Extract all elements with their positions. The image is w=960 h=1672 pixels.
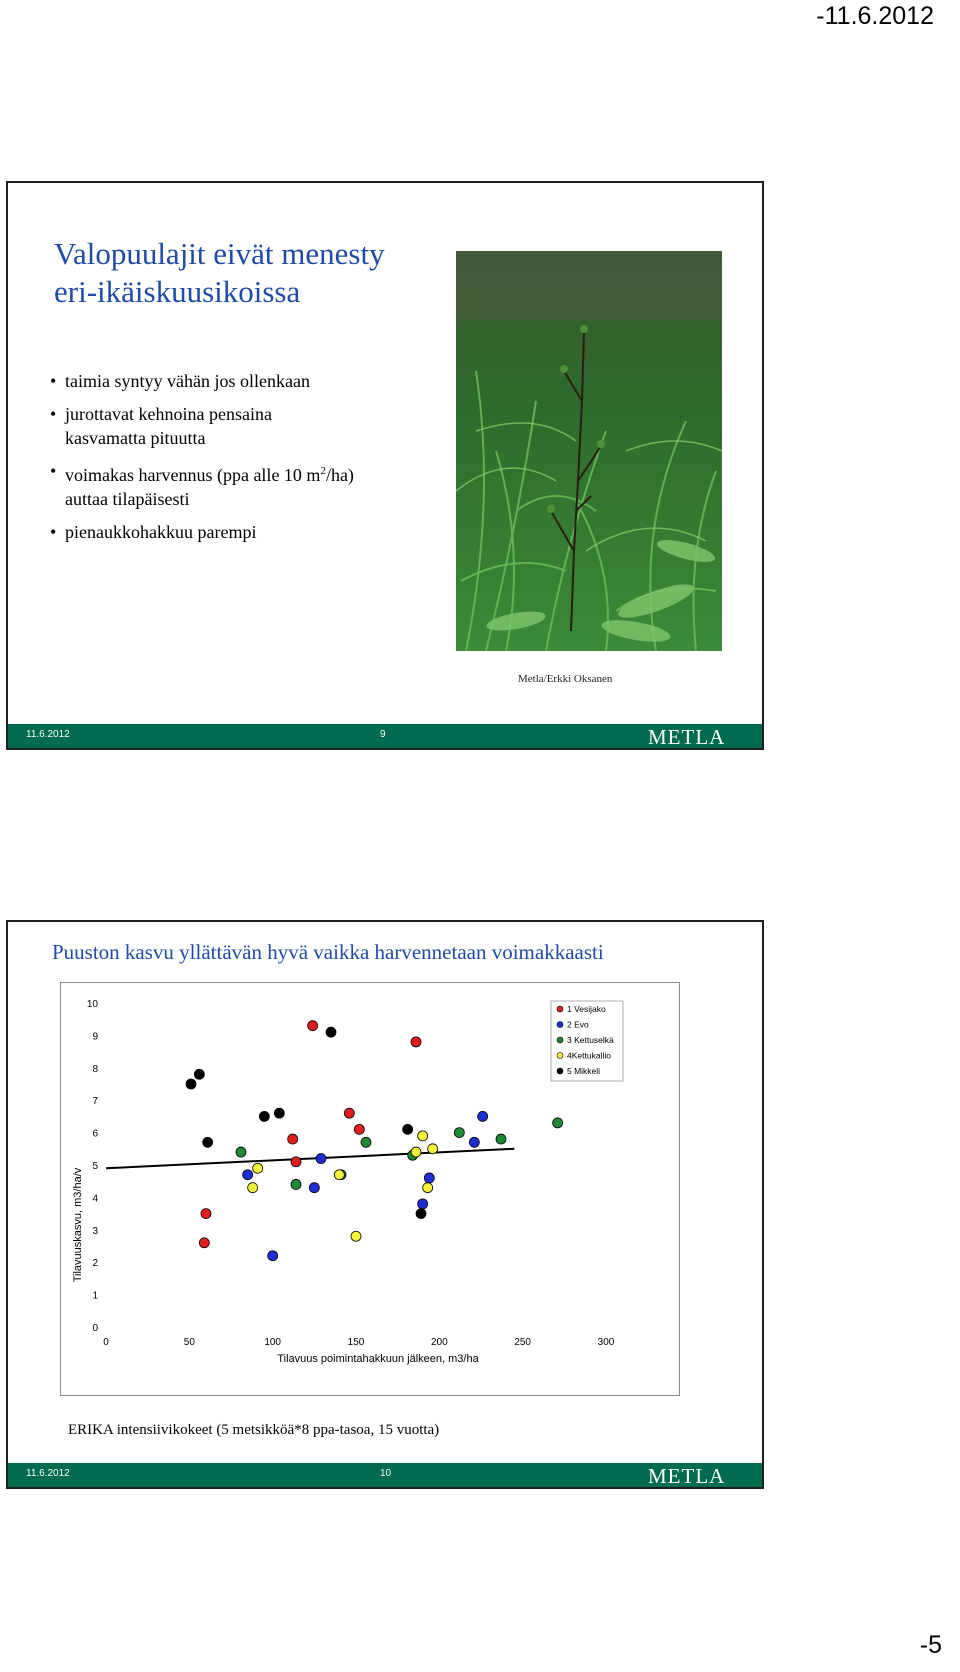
page-header-date: -11.6.2012 <box>816 2 934 30</box>
data-point-series-5 <box>403 1124 413 1134</box>
title-line-2: eri-ikäiskuusikoissa <box>54 274 301 309</box>
data-point-series-2 <box>418 1199 428 1209</box>
data-point-series-2 <box>309 1183 319 1193</box>
data-point-series-2 <box>469 1137 479 1147</box>
slide-footer <box>8 1463 762 1487</box>
data-point-series-5 <box>186 1079 196 1089</box>
legend-label: 1 Vesijako <box>567 1004 606 1014</box>
data-point-series-4 <box>334 1170 344 1180</box>
x-tick-label: 50 <box>183 1337 195 1348</box>
y-tick-label: 8 <box>92 1063 98 1075</box>
y-tick-label: 7 <box>92 1096 98 1108</box>
data-point-series-4 <box>423 1183 433 1193</box>
legend-label: 2 Evo <box>567 1019 589 1030</box>
data-point-series-3 <box>553 1118 563 1128</box>
scatter-chart-frame <box>60 982 680 1396</box>
data-point-series-4 <box>253 1163 263 1173</box>
data-point-series-4 <box>411 1147 421 1157</box>
data-point-series-3 <box>361 1137 371 1147</box>
data-point-series-5 <box>259 1111 269 1121</box>
bullet-text-continuation: kasvamatta pituutta <box>65 428 206 448</box>
forest-sapling-photo <box>456 251 722 651</box>
slide-caption: ERIKA intensiivikokeet (5 metsikköä*8 ppa-tasoa, 15 vuotta) <box>68 1422 440 1438</box>
bullet-item <box>50 459 420 511</box>
y-axis-label: Tilavuuskasvu, m3/ha/v <box>72 1167 84 1283</box>
data-point-series-2 <box>424 1173 434 1183</box>
x-tick-label: 200 <box>430 1337 448 1348</box>
data-point-series-1 <box>199 1238 209 1248</box>
x-tick-label: 0 <box>103 1337 109 1348</box>
data-point-series-1 <box>344 1108 354 1118</box>
legend-marker <box>557 1037 563 1043</box>
data-point-series-5 <box>194 1069 204 1079</box>
superscript: 2 <box>320 465 326 477</box>
data-point-series-5 <box>416 1209 426 1219</box>
y-tick-label: 5 <box>92 1161 98 1172</box>
data-point-series-1 <box>308 1021 318 1031</box>
slide-9 <box>6 181 764 750</box>
bullet-text: voimakas harvennus (ppa alle 10 m <box>65 465 321 485</box>
metla-logo: METLA <box>648 1464 726 1488</box>
footer-page-number: 10 <box>380 1468 392 1479</box>
data-point-series-3 <box>291 1179 301 1189</box>
y-tick-label: 6 <box>92 1128 98 1140</box>
y-tick-label: 9 <box>92 1031 98 1043</box>
bullet-text: /ha) <box>325 465 354 485</box>
x-tick-label: 250 <box>514 1337 532 1348</box>
legend-label: 3 Kettuselkä <box>567 1035 614 1045</box>
metla-logo: METLA <box>648 725 726 749</box>
y-tick-label: 1 <box>92 1290 98 1302</box>
legend-label: 4Kettukallio <box>567 1050 611 1061</box>
footer-page-number: 9 <box>380 729 386 740</box>
y-tick-label: 2 <box>92 1258 98 1270</box>
data-point-series-2 <box>243 1170 253 1180</box>
data-point-series-4 <box>418 1131 428 1141</box>
bullet-list <box>50 369 420 553</box>
x-tick-label: 300 <box>597 1337 615 1348</box>
y-tick-label: 0 <box>92 1323 98 1334</box>
data-point-series-5 <box>274 1108 284 1118</box>
bullet-text: jurottavat kehnoina pensaina <box>65 404 272 424</box>
slide-footer <box>8 724 762 748</box>
legend-label: 5 Mikkeli <box>567 1066 601 1076</box>
legend-marker <box>557 1022 563 1028</box>
y-tick-label: 3 <box>92 1225 98 1237</box>
data-point-series-1 <box>291 1157 301 1167</box>
slide-title <box>54 235 434 311</box>
trend-line <box>106 1149 514 1168</box>
data-point-series-1 <box>354 1124 364 1134</box>
y-tick-label: 4 <box>92 1193 98 1205</box>
data-point-series-4 <box>248 1183 258 1193</box>
bullet-text: taimia syntyy vähän jos ollenkaan <box>65 371 310 391</box>
footer-date: 11.6.2012 <box>26 729 70 740</box>
legend-marker <box>557 1006 563 1012</box>
bullet-item <box>50 369 420 393</box>
bullet-item <box>50 402 420 450</box>
bullet-text: pienaukkohakkuu parempi <box>65 522 257 542</box>
scatter-chart <box>61 983 679 1395</box>
data-point-series-1 <box>201 1209 211 1219</box>
x-tick-label: 150 <box>347 1337 365 1348</box>
slide-10 <box>6 920 764 1489</box>
data-point-series-5 <box>203 1137 213 1147</box>
bullet-text-continuation: auttaa tilapäisesti <box>65 489 190 509</box>
x-axis-label: Tilavuus poimintahakkuun jälkeen, m3/ha <box>277 1353 479 1365</box>
footer-date: 11.6.2012 <box>26 1468 70 1479</box>
data-point-series-2 <box>478 1111 488 1121</box>
page-number: -5 <box>919 1631 942 1659</box>
bullet-item <box>50 520 420 544</box>
data-point-series-3 <box>454 1128 464 1138</box>
data-point-series-1 <box>411 1037 421 1047</box>
data-point-series-2 <box>316 1154 326 1164</box>
photo-credit: Metla/Erkki Oksanen <box>518 673 613 685</box>
data-point-series-5 <box>326 1027 336 1037</box>
legend-marker <box>557 1068 563 1074</box>
legend-marker <box>557 1053 563 1059</box>
x-tick-label: 100 <box>264 1337 282 1348</box>
title-line-1: Valopuulajit eivät menesty <box>54 236 385 271</box>
data-point-series-3 <box>496 1134 506 1144</box>
slide-title: Puuston kasvu yllättävän hyvä vaikka harvennetaan voimakkaasti <box>52 940 604 964</box>
data-point-series-3 <box>236 1147 246 1157</box>
data-point-series-1 <box>288 1134 298 1144</box>
y-tick-label: 10 <box>86 999 98 1010</box>
data-point-series-4 <box>428 1144 438 1154</box>
data-point-series-2 <box>268 1251 278 1261</box>
data-point-series-4 <box>351 1231 361 1241</box>
